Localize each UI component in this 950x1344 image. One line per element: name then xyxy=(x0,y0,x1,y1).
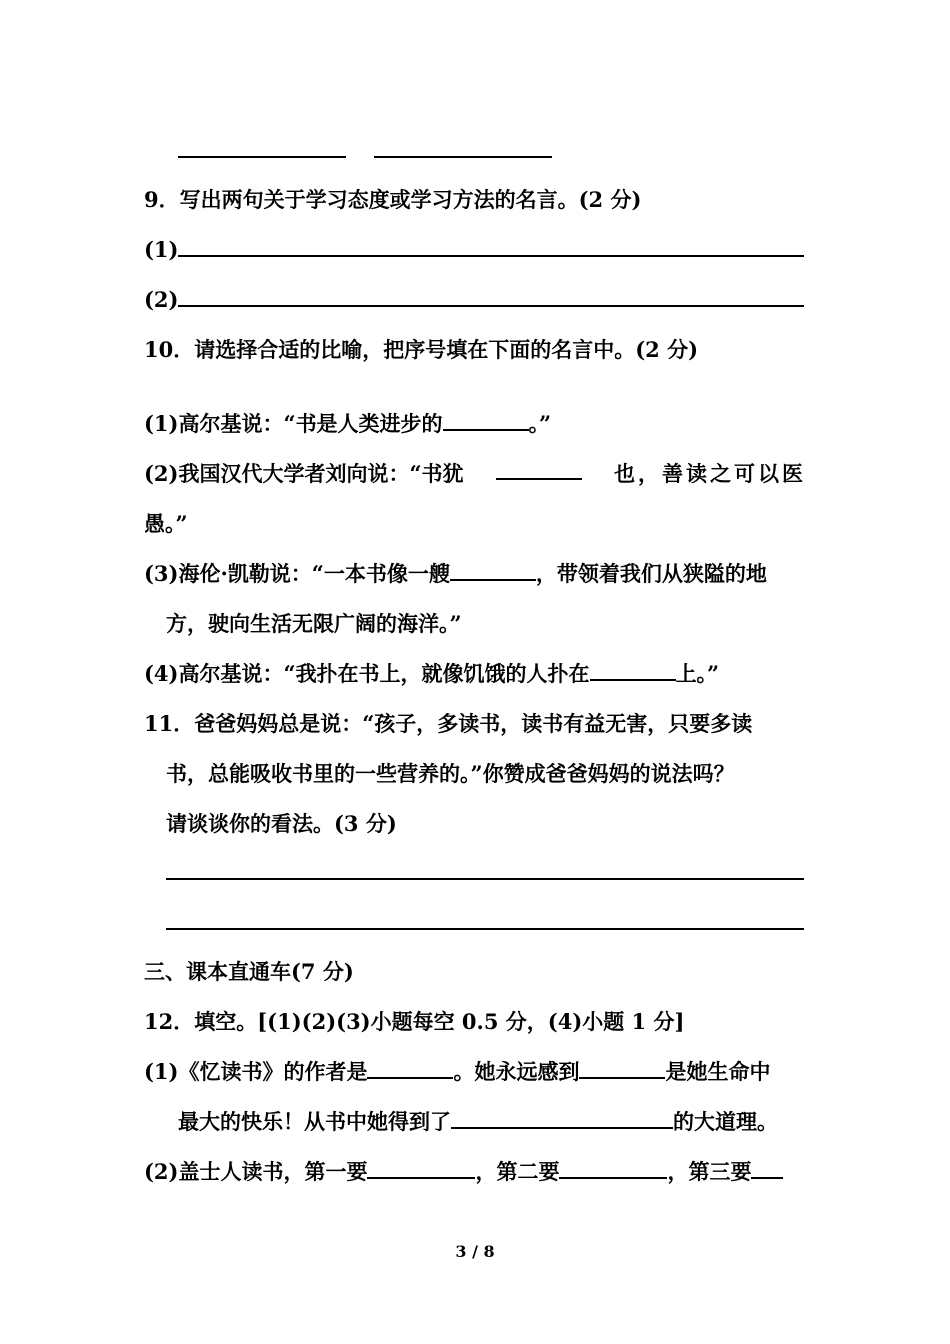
question-10: 10．请选择合适的比喻，把序号填在下面的名言中。(2 分) xyxy=(144,337,699,362)
question-12-part-1-cont xyxy=(178,1108,778,1136)
item-text: 上。” xyxy=(675,661,720,686)
page-number: 3 / 8 xyxy=(455,1242,495,1261)
question-10-item-1 xyxy=(144,410,551,438)
answer-blank[interactable] xyxy=(178,156,346,158)
answer-blank[interactable] xyxy=(367,1059,453,1079)
question-9-answer-2 xyxy=(144,286,804,314)
item-text: 的大道理。 xyxy=(673,1109,778,1134)
question-12: 12．填空。[(1)(2)(3)小题每空 0.5 分，(4)小题 1 分] xyxy=(144,1009,685,1034)
question-10-item-3 xyxy=(144,560,767,588)
item-text: ，第三要 xyxy=(667,1159,752,1184)
item-text: 。” xyxy=(528,411,552,436)
answer-label: (1) xyxy=(144,237,179,262)
question-12-part-1 xyxy=(144,1058,770,1086)
section-3-title: 三、课本直通车(7 分) xyxy=(144,959,354,984)
question-10-item-3-cont: 方，驶向生活无限广阔的海洋。” xyxy=(166,611,462,636)
answer-label: (2) xyxy=(144,287,179,312)
item-text: 是她生命中 xyxy=(665,1059,771,1084)
question-10-item-2 xyxy=(144,460,806,488)
answer-blank[interactable] xyxy=(496,460,582,480)
question-9: 9．写出两句关于学习态度或学习方法的名言。(2 分) xyxy=(144,187,642,212)
item-text: (2)盖士人读书，第一要 xyxy=(144,1159,368,1184)
item-text: ，第二要 xyxy=(475,1159,560,1184)
question-11: 11．爸爸妈妈总是说：“孩子，多读书，读书有益无害，只要多读 xyxy=(144,711,753,736)
item-text: (1)高尔基说：“书是人类进步的 xyxy=(144,411,443,436)
answer-blank[interactable] xyxy=(374,156,552,158)
item-text: (2)我国汉代大学者刘向说：“书犹 xyxy=(144,461,464,486)
question-9-answer-1 xyxy=(144,236,804,264)
answer-blank[interactable] xyxy=(590,661,676,681)
question-10-item-4 xyxy=(144,660,719,688)
item-text: 也，善读之可以医 xyxy=(614,461,806,486)
answer-blank[interactable] xyxy=(367,1159,475,1179)
question-12-part-2 xyxy=(144,1158,783,1186)
item-text: (4)高尔基说：“我扑在书上，就像饥饿的人扑在 xyxy=(144,661,590,686)
answer-blank[interactable] xyxy=(751,1159,783,1179)
answer-blank[interactable] xyxy=(450,561,536,581)
answer-blank[interactable] xyxy=(178,237,804,257)
answer-line[interactable] xyxy=(166,928,804,930)
question-10-item-2-cont: 愚。” xyxy=(144,511,188,536)
answer-blank[interactable] xyxy=(178,287,804,307)
item-text: ，带领着我们从狭隘的地 xyxy=(535,561,767,586)
answer-blank[interactable] xyxy=(559,1159,667,1179)
question-11-cont: 请谈谈你的看法。(3 分) xyxy=(166,811,397,836)
item-text: (1)《忆读书》的作者是 xyxy=(144,1059,368,1084)
answer-blank[interactable] xyxy=(579,1059,665,1079)
answer-blank[interactable] xyxy=(443,411,529,431)
answer-line[interactable] xyxy=(166,878,804,880)
answer-blank[interactable] xyxy=(451,1109,673,1129)
question-11-cont: 书，总能吸收书里的一些营养的。”你赞成爸爸妈妈的说法吗？ xyxy=(166,761,735,786)
item-text: 最大的快乐！从书中她得到了 xyxy=(178,1109,451,1134)
item-text: 。她永远感到 xyxy=(453,1059,580,1084)
item-text: (3)海伦·凯勒说：“一本书像一艘 xyxy=(144,561,450,586)
